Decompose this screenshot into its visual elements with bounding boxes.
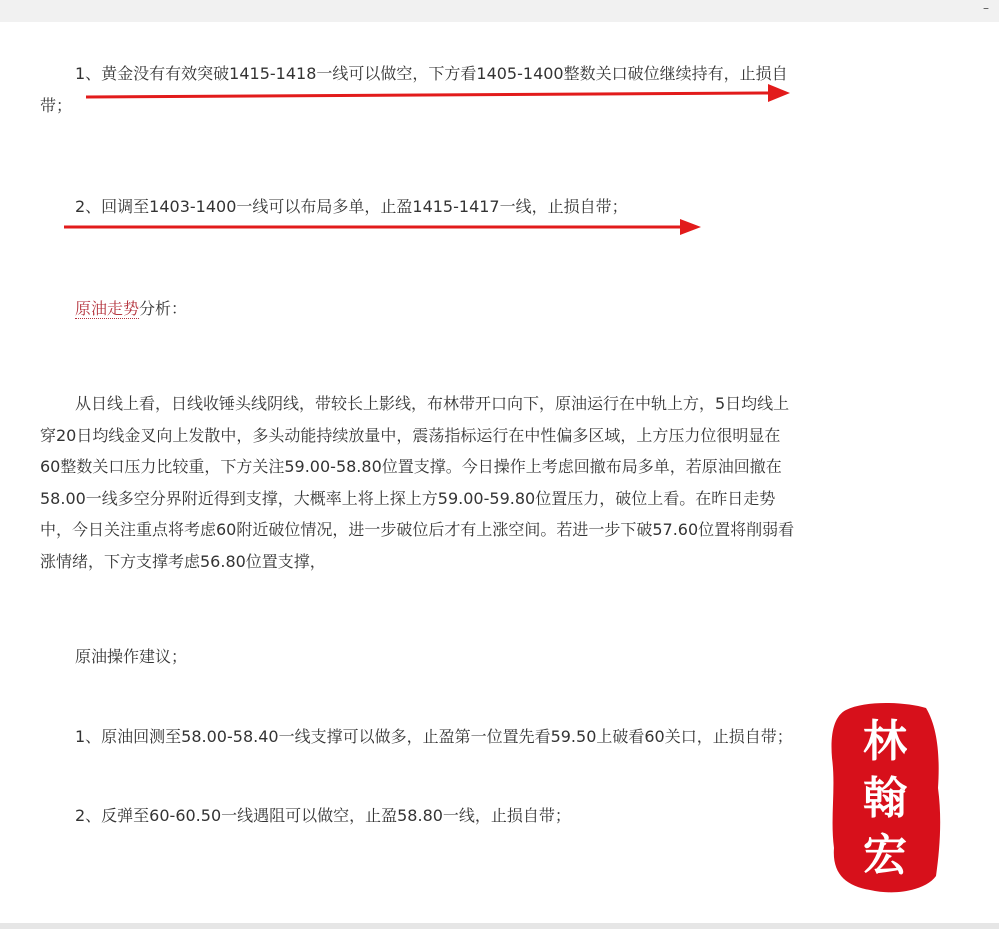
arrow-1-shaft	[86, 93, 770, 97]
arrow-2-head	[680, 219, 701, 235]
oil-advice-title: 原油操作建议；	[75, 647, 188, 666]
gold-advice-1: 1、黄金没有有效突破1415-1418一线可以做空，下方看1405-1400整数关口破位继续持有，止损自带；	[40, 64, 788, 115]
svg-text:林: 林	[863, 716, 907, 767]
svg-text:翰: 翰	[863, 773, 907, 824]
oil-analysis-paragraph: 从日线上看，日线收锤头线阴线，带较长上影线，布林带开口向下，原油运行在中轨上方，5日均线上穿20日均线金叉向上发散中，多头动能持续放量中，震荡指标运行在中性偏多区域，上方压力位很明显在60整数关口压力比较重，下方关注59.00-58.80位置支撑。今日操作上考虑回撤布局多单，若原油回撤在58.00一线多空分界附近得到支撑，大概率上将上探上方59.00-59.80位置压力，破位上看。在昨日走势中，今日关注重点将考虑60附近破位情况，进一步破位后才有上涨空间。若进一步下破57.60位置将削弱看涨情绪，下方支撑考虑56.80位置支撑，	[40, 394, 795, 571]
arrow-1-head	[768, 84, 790, 102]
seal-stamp-logo	[826, 698, 944, 896]
minimize-icon[interactable]: –	[983, 1, 989, 15]
svg-text:宏: 宏	[863, 830, 907, 881]
oil-advice-2: 2、反弹至60-60.50一线遇阻可以做空，止盈58.80一线，止损自带；	[75, 806, 571, 825]
oil-title-suffix: 分析：	[139, 298, 188, 318]
gold-advice-2: 2、回调至1403-1400一线可以布局多单，止盈1415-1417一线，止损自带；	[75, 197, 628, 216]
oil-trend-link[interactable]: 原油走势	[75, 298, 140, 318]
oil-advice-1: 1、原油回测至58.00-58.40一线支撑可以做多，止盈第一位置先看59.50上破看60关口，止损自带；	[75, 726, 793, 746]
bottom-scroll-track	[0, 923, 999, 929]
